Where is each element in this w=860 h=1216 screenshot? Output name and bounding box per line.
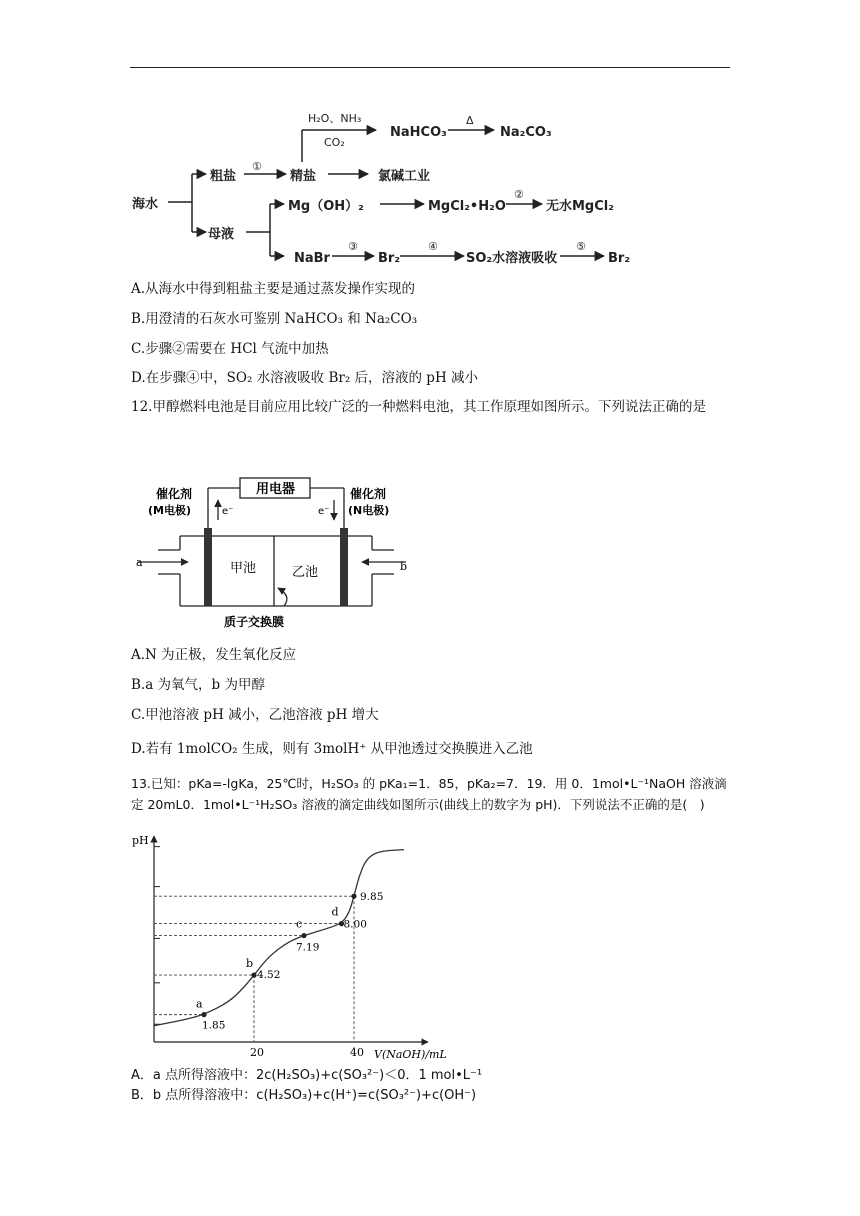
chart-point-value: 7.19 bbox=[296, 941, 320, 954]
chart-point-label: c bbox=[296, 917, 303, 931]
flow-reagent-bottom: CO₂ bbox=[324, 136, 345, 149]
diagram-electrode-left: (M电极) bbox=[148, 504, 192, 517]
diagram-inlet-b: b bbox=[400, 560, 408, 573]
q12-option-c: C.甲池溶液 pH 减小，乙池溶液 pH 增大 bbox=[131, 707, 379, 723]
flow-step4: ④ bbox=[428, 240, 438, 253]
flow-br2-b: Br₂ bbox=[608, 251, 631, 266]
flow-mother-liquor: 母液 bbox=[208, 227, 235, 242]
diagram-electron-left: e⁻ bbox=[222, 506, 234, 517]
chart-xlabel: V(NaOH)/mL bbox=[374, 1048, 447, 1061]
flow-br2-a: Br₂ bbox=[378, 251, 401, 266]
chart-point bbox=[351, 894, 356, 899]
chart-point bbox=[201, 1012, 206, 1017]
chart-point bbox=[251, 973, 256, 978]
q11-option-a: A.从海水中得到粗盐主要是通过蒸发操作实现的 bbox=[131, 281, 416, 297]
chart-x-tick-40: 40 bbox=[350, 1046, 364, 1059]
chart-point-value: 8.00 bbox=[343, 918, 367, 931]
flow-chlor-alkali: 氯碱工业 bbox=[378, 169, 431, 184]
flow-so2-absorb: SO₂水溶液吸收 bbox=[466, 251, 558, 266]
diagram-inlet-a: a bbox=[136, 556, 143, 569]
diagram-electrode-right: (N电极) bbox=[348, 504, 390, 517]
diagram-electron-right: e⁻ bbox=[318, 506, 330, 517]
chart-point-value: 4.52 bbox=[257, 969, 281, 982]
flow-refined-salt: 精盐 bbox=[290, 169, 317, 184]
flow-reagent-top: H₂O、NH₃ bbox=[308, 112, 362, 125]
flow-nabr: NaBr bbox=[294, 251, 330, 266]
diagram-pool-left: 甲池 bbox=[230, 561, 257, 576]
q12-stem: 12.甲醇燃料电池是目前应用比较广泛的一种燃料电池，其工作原理如图所示。下列说法正确的是 bbox=[131, 399, 706, 415]
q12-option-a: A.N 为正极，发生氧化反应 bbox=[131, 647, 297, 663]
chart-point-label: a bbox=[196, 997, 203, 1011]
flow-seawater: 海水 bbox=[132, 197, 159, 212]
q13-option-a: A．a 点所得溶液中：2c(H₂SO₃)+c(SO₃²⁻)＜0．1 mol•L⁻¹ bbox=[131, 1068, 483, 1083]
flow-step2: ② bbox=[514, 188, 524, 201]
flow-anhydrous-mgcl2: 无水MgCl₂ bbox=[546, 199, 614, 214]
seawater-flowchart bbox=[128, 100, 631, 270]
flow-step5: ⑤ bbox=[576, 240, 586, 253]
q11-option-c: C.步骤②需要在 HCl 气流中加热 bbox=[131, 341, 329, 357]
flow-na2co3: Na₂CO₃ bbox=[500, 125, 552, 140]
q11-option-d: D.在步骤④中，SO₂ 水溶液吸收 Br₂ 后，溶液的 pH 减小 bbox=[131, 370, 479, 386]
header-rule bbox=[130, 67, 730, 68]
diagram-membrane-label: 质子交换膜 bbox=[224, 615, 285, 629]
chart-ylabel: pH bbox=[132, 834, 149, 847]
titration-chart bbox=[128, 830, 447, 1062]
flow-mgoh2: Mg（OH）₂ bbox=[288, 199, 364, 214]
fuel-cell-diagram bbox=[128, 470, 428, 630]
flow-nahco3: NaHCO₃ bbox=[390, 125, 447, 140]
chart-point-label: b bbox=[246, 957, 254, 971]
chart-x-tick-20: 20 bbox=[250, 1046, 264, 1059]
q11-option-b: B.用澄清的石灰水可鉴别 NaHCO₃ 和 Na₂CO₃ bbox=[131, 311, 418, 327]
diagram-pool-right: 乙池 bbox=[292, 565, 319, 580]
chart-point-value: 9.85 bbox=[360, 891, 384, 904]
diagram-catalyst-right: 催化剂 bbox=[350, 487, 387, 501]
chart-point bbox=[301, 933, 306, 938]
q12-option-b: B.a 为氧气，b 为甲醇 bbox=[131, 677, 265, 693]
flow-step1: ① bbox=[252, 160, 262, 173]
chart-point-label: d bbox=[331, 905, 339, 919]
flow-delta: Δ bbox=[466, 114, 474, 127]
diagram-catalyst-left: 催化剂 bbox=[156, 487, 193, 501]
q13-option-b: B．b 点所得溶液中：c(H₂SO₃)+c(H⁺)=c(SO₃²⁻)+c(OH⁻) bbox=[131, 1088, 477, 1103]
flow-mgcl2-h2o: MgCl₂•H₂O bbox=[428, 199, 506, 214]
flow-step3: ③ bbox=[348, 240, 358, 253]
q12-option-d: D.若有 1molCO₂ 生成，则有 3molH⁺ 从甲池透过交换膜进入乙池 bbox=[131, 741, 533, 757]
q13-stem: 13.已知：pKa=-lgKa，25℃时，H₂SO₃ 的 pKa₁=1．85，pKa₂=7．19．用 0．1mol•L⁻¹NaOH 溶液滴定 20mL0．1mol•L⁻¹H₂SO₃ 溶液的滴定曲线如图所示(曲线上的数字为 pH)．下列说法不正确的是( ) bbox=[131, 776, 727, 812]
chart-point-value: 1.85 bbox=[202, 1019, 226, 1032]
flow-crude-salt: 粗盐 bbox=[210, 169, 237, 184]
diagram-device: 用电器 bbox=[256, 482, 296, 497]
chart-curve bbox=[154, 850, 404, 1026]
